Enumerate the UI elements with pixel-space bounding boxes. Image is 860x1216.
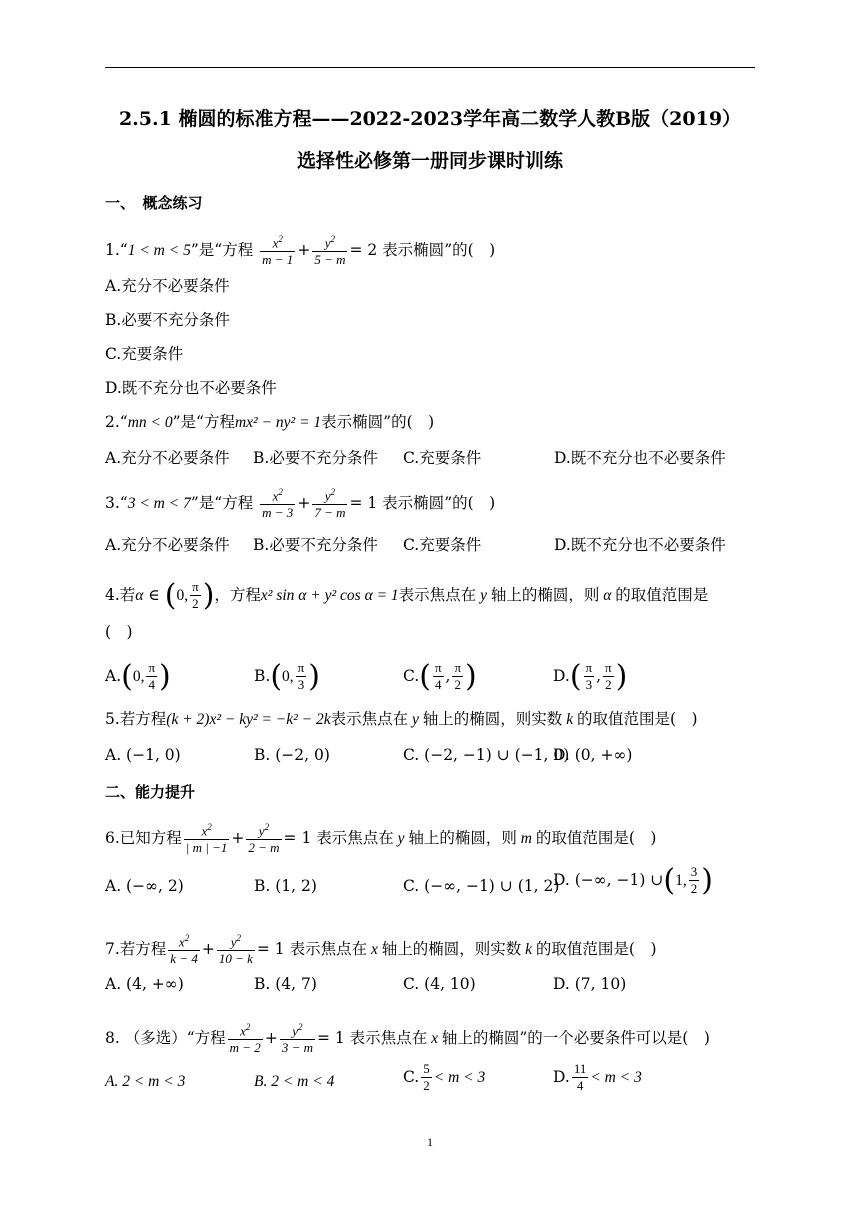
question-8: 8. （多选）“方程 $\frac{x^2}{m - 2}$ + $\frac{y^2}{3 - m}$ = 1 表示焦点在 x 轴上的椭圆”的一个必要条件可以是( ) [105,1022,710,1056]
q4-option-a: A.(0, $\frac{\pi}{4}$ ) [105,658,171,694]
q1-option-c: C.充要条件 [105,345,184,363]
q1-option-a: A.充分不必要条件 [105,277,230,295]
q3-option-b: B.必要不充分条件 [253,536,378,554]
q7-option-c: C. (4, 10) [403,975,476,993]
condition: 1 < m < 5 [127,241,191,259]
q8-option-d: D. $\frac{11}{4}$ < m < 3 [553,1061,642,1093]
q8-option-c: C. $\frac{5}{2}$ < m < 3 [403,1061,486,1093]
q3-option-a: A.充分不必要条件 [105,536,230,554]
fraction: $\frac{y^2}{7 - m}$ [314,487,346,521]
q4-option-c: C.( $\frac{\pi}{4}$ , $\frac{\pi}{2}$ ) [403,658,477,694]
q2-option-a: A.充分不必要条件 [105,449,230,467]
header-rule [105,67,755,68]
q5-option-b: B. (−2, 0) [254,746,330,764]
document-title-line2: 选择性必修第一册同步课时训练 [296,150,563,172]
fraction: $\frac{x^2}{m - 3}$ [262,487,294,521]
q6-option-d: D. (−∞, −1) ∪(1, $\frac{3}{2}$ ) [553,862,713,898]
q4-option-d: D.( $\frac{\pi}{3}$ , $\frac{\pi}{2}$ ) [553,658,628,694]
question-3: 3.“3 < m < 7”是“方程 $\frac{x^2}{m - 3}$ + $\frac{y^2}{7 - m}$ = 1 表示椭圆”的( ) [105,487,496,521]
q5-option-c: C. (−2, −1) ∪ (−1, 0) [403,746,570,764]
question-6: 6.已知方程 $\frac{x^2}{| m | -1}$ + $\frac{y^2}{2 - m}$ = 1 表示焦点在 y 轴上的椭圆，则 m 的取值范围是( ) [105,822,657,856]
document-title-line1: 2.5.1 椭圆的标准方程——2022-2023学年高二数学人教B版（2019） [118,108,742,130]
q6-option-b: B. (1, 2) [254,877,317,895]
question-4: 4.若α ∈ (0, $\frac{\pi}{2}$ )，方程x² sin α + y² cos α = 1表示焦点在 y 轴上的椭圆，则 α 的取值范围是 [105,577,709,613]
question-7: 7.若方程 $\frac{x^2}{k - 4}$ + $\frac{y^2}{10 - k}$ = 1 表示焦点在 x 轴上的椭圆，则实数 k 的取值范围是( ) [105,933,657,967]
q7-option-b: B. (4, 7) [254,975,317,993]
q2-option-c: C.充要条件 [403,449,482,467]
q6-option-a: A. (−∞, 2) [105,877,184,895]
q2-option-b: B.必要不充分条件 [253,449,378,467]
q4-paren: ( ) [105,623,133,641]
q5-option-a: A. (−1, 0) [105,746,181,764]
question-1: 1.“1 < m < 5”是“方程 $\frac{x^2}{m - 1}$ + $\frac{y^2}{5 - m}$ = 2 表示椭圆”的( ) [105,234,496,268]
q8-option-b: B. 2 < m < 4 [254,1073,335,1090]
q1-option-b: B.必要不充分条件 [105,311,230,329]
q7-option-d: D. (7, 10) [553,975,627,993]
page-number: 1 [427,1135,433,1149]
q1-option-d: D.既不充分也不必要条件 [105,379,277,397]
q3-option-d: D.既不充分也不必要条件 [554,536,726,554]
q7-option-a: A. (4, +∞) [105,975,184,993]
q6-option-c: C. (−∞, −1) ∪ (1, 2) [403,877,560,895]
section-heading-2: 二、能力提升 [105,783,196,801]
q5-option-d: D. (0, +∞) [553,746,633,764]
section-heading-1: 一、 概念练习 [105,194,203,212]
question-2: 2.“mn < 0”是“方程mx² − ny² = 1表示椭圆”的( ) [105,413,435,431]
q2-option-d: D.既不充分也不必要条件 [554,449,726,467]
q8-option-a: A. 2 < m < 3 [105,1073,186,1090]
q4-option-b: B.(0, $\frac{\pi}{3}$ ) [254,658,320,694]
q3-option-c: C.充要条件 [403,536,482,554]
question-5: 5.若方程(k + 2)x² − ky² = −k² − 2k表示焦点在 y 轴上的椭圆，则实数 k 的取值范围是( ) [105,710,698,728]
fraction: $\frac{x^2}{m - 1}$ [262,234,294,268]
fraction: $\frac{y^2}{5 - m}$ [314,234,346,268]
